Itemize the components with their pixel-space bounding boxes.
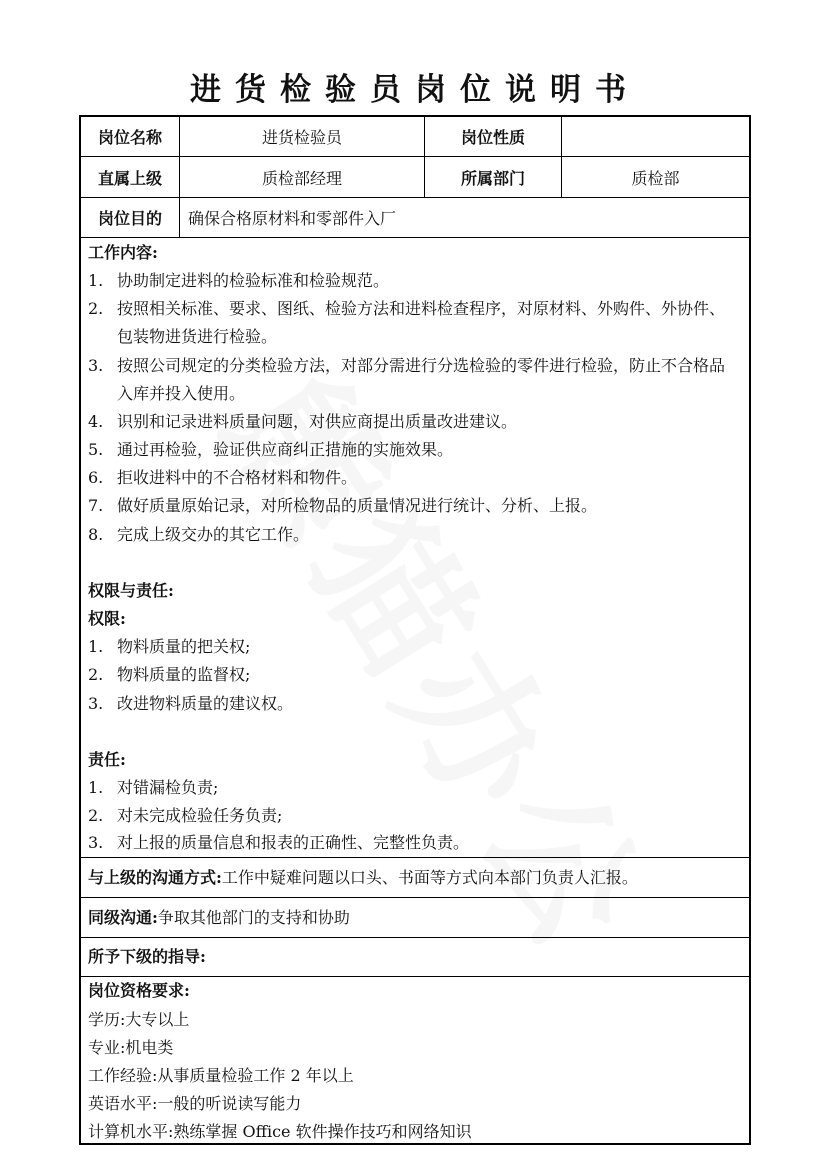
qualification-item bbox=[88, 1118, 743, 1146]
qualification-label: 英语水平: bbox=[88, 1094, 158, 1113]
row-position-name bbox=[81, 117, 749, 157]
document-title: 进货检验员岗位说明书 bbox=[190, 72, 640, 108]
work-item bbox=[88, 352, 743, 380]
item-text: 通过再检验，验证供应商纠正措施的实施效果。 bbox=[117, 440, 454, 459]
item-number: 3. bbox=[88, 356, 104, 375]
qualification-item bbox=[88, 1090, 743, 1118]
qualification-section bbox=[81, 977, 749, 1143]
work-item bbox=[88, 267, 743, 295]
duty-heading: 责任: bbox=[88, 750, 126, 769]
qualification-label: 计算机水平: bbox=[88, 1122, 174, 1141]
qualification-heading: 岗位资格要求: bbox=[88, 981, 190, 1000]
item-text: 协助制定进料的检验标准和检验规范。 bbox=[117, 271, 390, 290]
qualification-value: 一般的听说读写能力 bbox=[157, 1094, 302, 1113]
work-item bbox=[88, 521, 743, 549]
work-content-heading: 工作内容: bbox=[88, 243, 158, 262]
rights-item bbox=[88, 633, 743, 661]
item-text: 改进物料质量的建议权。 bbox=[117, 694, 294, 713]
qualification-item bbox=[88, 1006, 743, 1034]
item-text: 对上报的质量信息和报表的正确性、完整性负责。 bbox=[117, 833, 470, 852]
item-number: 1. bbox=[88, 271, 104, 290]
subordinate-guidance-label: 所予下级的指导: bbox=[88, 947, 206, 966]
item-text: 按照相关标准、要求、图纸、检验方法和进料检查程序，对原材料、外购件、外协件、 bbox=[117, 299, 726, 318]
item-text: 对错漏检负责; bbox=[117, 778, 219, 797]
duty-item bbox=[88, 829, 743, 857]
value-position-purpose: 确保合格原材料和零部件入厂 bbox=[188, 209, 397, 228]
peer-communication-row bbox=[81, 898, 749, 938]
qualification-label: 学历: bbox=[88, 1010, 126, 1029]
row-superior bbox=[81, 157, 749, 198]
item-number: 3. bbox=[88, 833, 104, 852]
qualification-label: 工作经验: bbox=[88, 1066, 158, 1085]
work-item bbox=[88, 464, 743, 492]
job-description-table bbox=[79, 115, 751, 1145]
rights-item bbox=[88, 661, 743, 689]
work-item bbox=[88, 492, 743, 520]
qualification-value: 熟练掌握 Office 软件操作技巧和网络知识 bbox=[173, 1122, 472, 1141]
item-number: 5. bbox=[88, 440, 104, 459]
item-number: 8. bbox=[88, 525, 104, 544]
label-position-nature: 岗位性质 bbox=[425, 117, 562, 156]
item-number: 1. bbox=[88, 778, 104, 797]
item-number: 3. bbox=[88, 694, 104, 713]
row-purpose bbox=[81, 198, 749, 238]
value-department: 质检部 bbox=[631, 168, 680, 188]
value-position-nature bbox=[562, 117, 749, 156]
superior-communication-label: 与上级的沟通方式: bbox=[88, 868, 222, 887]
peer-communication-label: 同级沟通: bbox=[88, 908, 158, 927]
work-item-continuation: 入库并投入使用。 bbox=[117, 384, 246, 403]
qualification-value: 机电类 bbox=[125, 1038, 174, 1057]
qualification-value: 从事质量检验工作 2 年以上 bbox=[157, 1066, 354, 1085]
duty-item bbox=[88, 802, 743, 830]
item-number: 1. bbox=[88, 637, 104, 656]
label-direct-superior: 直属上级 bbox=[81, 157, 180, 197]
peer-communication-text: 争取其他部门的支持和协助 bbox=[157, 908, 350, 927]
item-text: 拒收进料中的不合格材料和物件。 bbox=[117, 468, 358, 487]
item-number: 6. bbox=[88, 468, 104, 487]
item-number: 2. bbox=[88, 299, 104, 318]
work-and-responsibility-section bbox=[81, 238, 749, 858]
superior-communication-row bbox=[81, 858, 749, 898]
item-text: 按照公司规定的分类检验方法，对部分需进行分选检验的零件进行检验，防止不合格品 bbox=[117, 356, 726, 375]
item-text: 物料质量的把关权; bbox=[117, 637, 251, 656]
item-text: 完成上级交办的其它工作。 bbox=[117, 525, 310, 544]
work-item bbox=[88, 295, 743, 323]
item-text: 识别和记录进料质量问题，对供应商提出质量改进建议。 bbox=[117, 412, 518, 431]
subordinate-guidance-row bbox=[81, 938, 749, 977]
value-direct-superior: 质检部经理 bbox=[180, 157, 425, 197]
label-position-purpose: 岗位目的 bbox=[81, 198, 180, 237]
item-text: 做好质量原始记录，对所检物品的质量情况进行统计、分析、上报。 bbox=[117, 496, 598, 515]
work-item bbox=[88, 408, 743, 436]
item-text: 物料质量的监督权; bbox=[117, 665, 251, 684]
superior-communication bbox=[88, 864, 743, 892]
item-text: 对未完成检验任务负责; bbox=[117, 806, 283, 825]
qualification-item bbox=[88, 1034, 743, 1062]
work-item bbox=[88, 436, 743, 464]
label-position-name: 岗位名称 bbox=[81, 117, 180, 156]
value-position-name: 进货检验员 bbox=[180, 117, 425, 156]
label-department: 所属部门 bbox=[425, 157, 562, 197]
qualification-item bbox=[88, 1062, 743, 1090]
item-number: 2. bbox=[88, 806, 104, 825]
authority-heading: 权限与责任: bbox=[88, 581, 174, 600]
work-item-continuation: 包装物进货进行检验。 bbox=[117, 327, 278, 346]
superior-communication-text: 工作中疑难问题以口头、书面等方式向本部门负责人汇报。 bbox=[221, 868, 638, 887]
qualification-value: 大专以上 bbox=[125, 1010, 190, 1029]
rights-heading: 权限: bbox=[88, 609, 126, 628]
rights-item bbox=[88, 690, 743, 718]
peer-communication bbox=[88, 904, 743, 932]
item-number: 7. bbox=[88, 496, 104, 515]
duty-item bbox=[88, 774, 743, 802]
qualification-label: 专业: bbox=[88, 1038, 126, 1057]
item-number: 4. bbox=[88, 412, 104, 431]
item-number: 2. bbox=[88, 665, 104, 684]
